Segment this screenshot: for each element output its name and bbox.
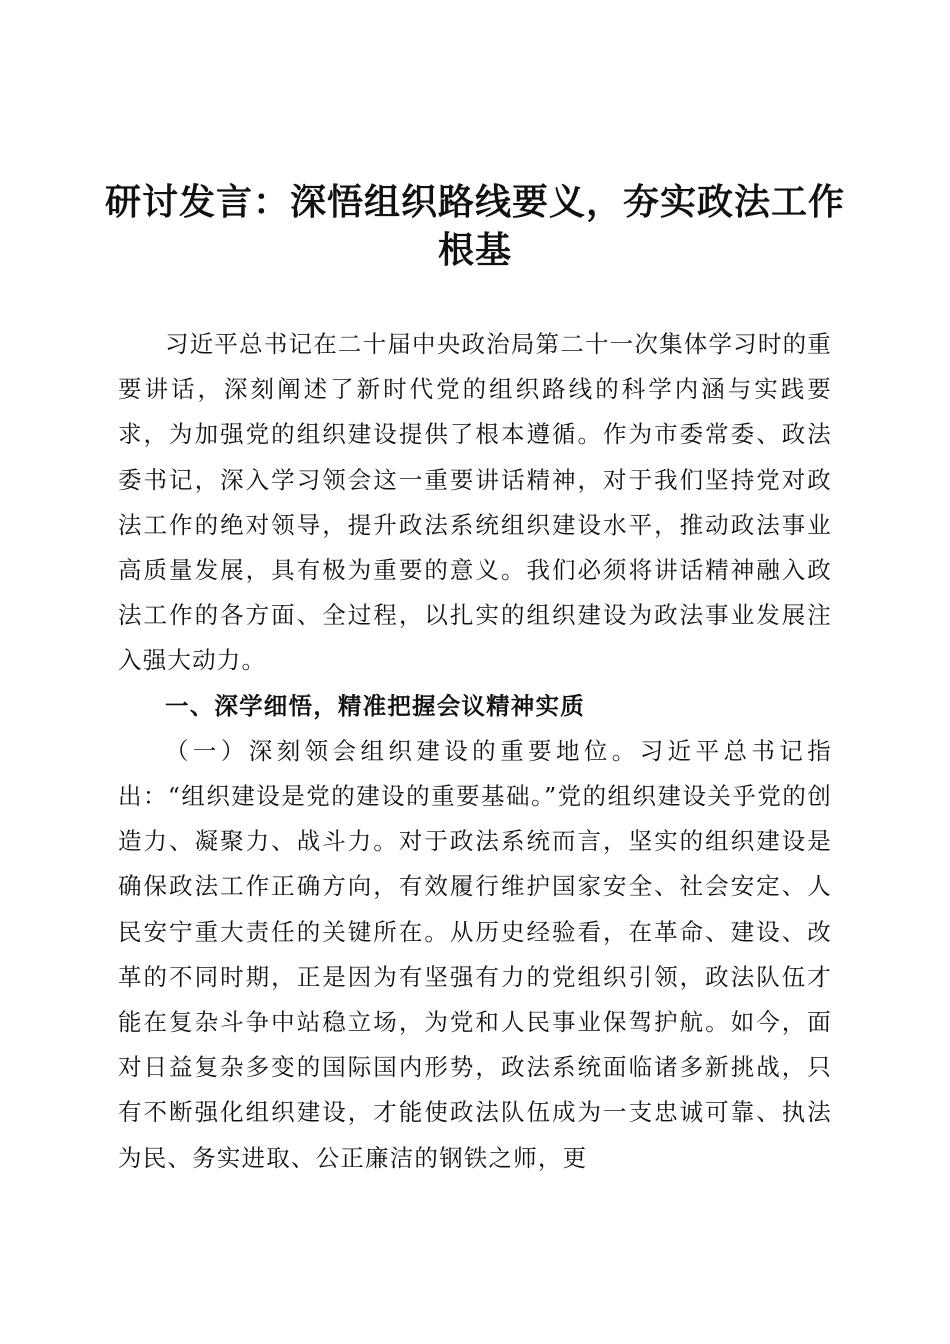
section-heading-1: 一、深学细悟，精准把握会议精神实质 xyxy=(165,691,585,720)
document-body xyxy=(118,322,832,1181)
document-title: 研讨发言：深悟组织路线要义，夯实政法工作根基 xyxy=(104,181,845,271)
subsection-paragraph-1: （一）深刻领会组织建设的重要地位。习近平总书记指出：“组织建设是党的建设的重要基础。”党的组织建设关乎党的创造力、凝聚力、战斗力。对于政法系统而言，坚实的组织建设是确保政法工作正确方向，有效履行维护国家安全、社会安定、人民安宁重大责任的关键所在。从历史经验看，在革命、建设、改革的不同时期，正是因为有坚强有力的党组织引领，政法队伍才能在复杂斗争中站稳立场，为党和人民事业保驾护航。如今，面对日益复杂多变的国际国内形势，政法系统面临诸多新挑战，只有不断强化组织建设，才能使政法队伍成为一支忠诚可靠、执法为民、务实进取、公正廉洁的钢铁之师，更 xyxy=(118,736,832,1172)
intro-paragraph: 习近平总书记在二十届中央政治局第二十一次集体学习时的重要讲话，深刻阐述了新时代党的组织路线的科学内涵与实践要求，为加强党的组织建设提供了根本遵循。作为市委常委、政法委书记，深入学习领会这一重要讲话精神，对于我们坚持党对政法工作的绝对领导，提升政法系统组织建设水平，推动政法事业高质量发展，具有极为重要的意义。我们必须将讲话精神融入政法工作的各方面、全过程，以扎实的组织建设为政法事业发展注入强大动力。 xyxy=(118,330,832,675)
